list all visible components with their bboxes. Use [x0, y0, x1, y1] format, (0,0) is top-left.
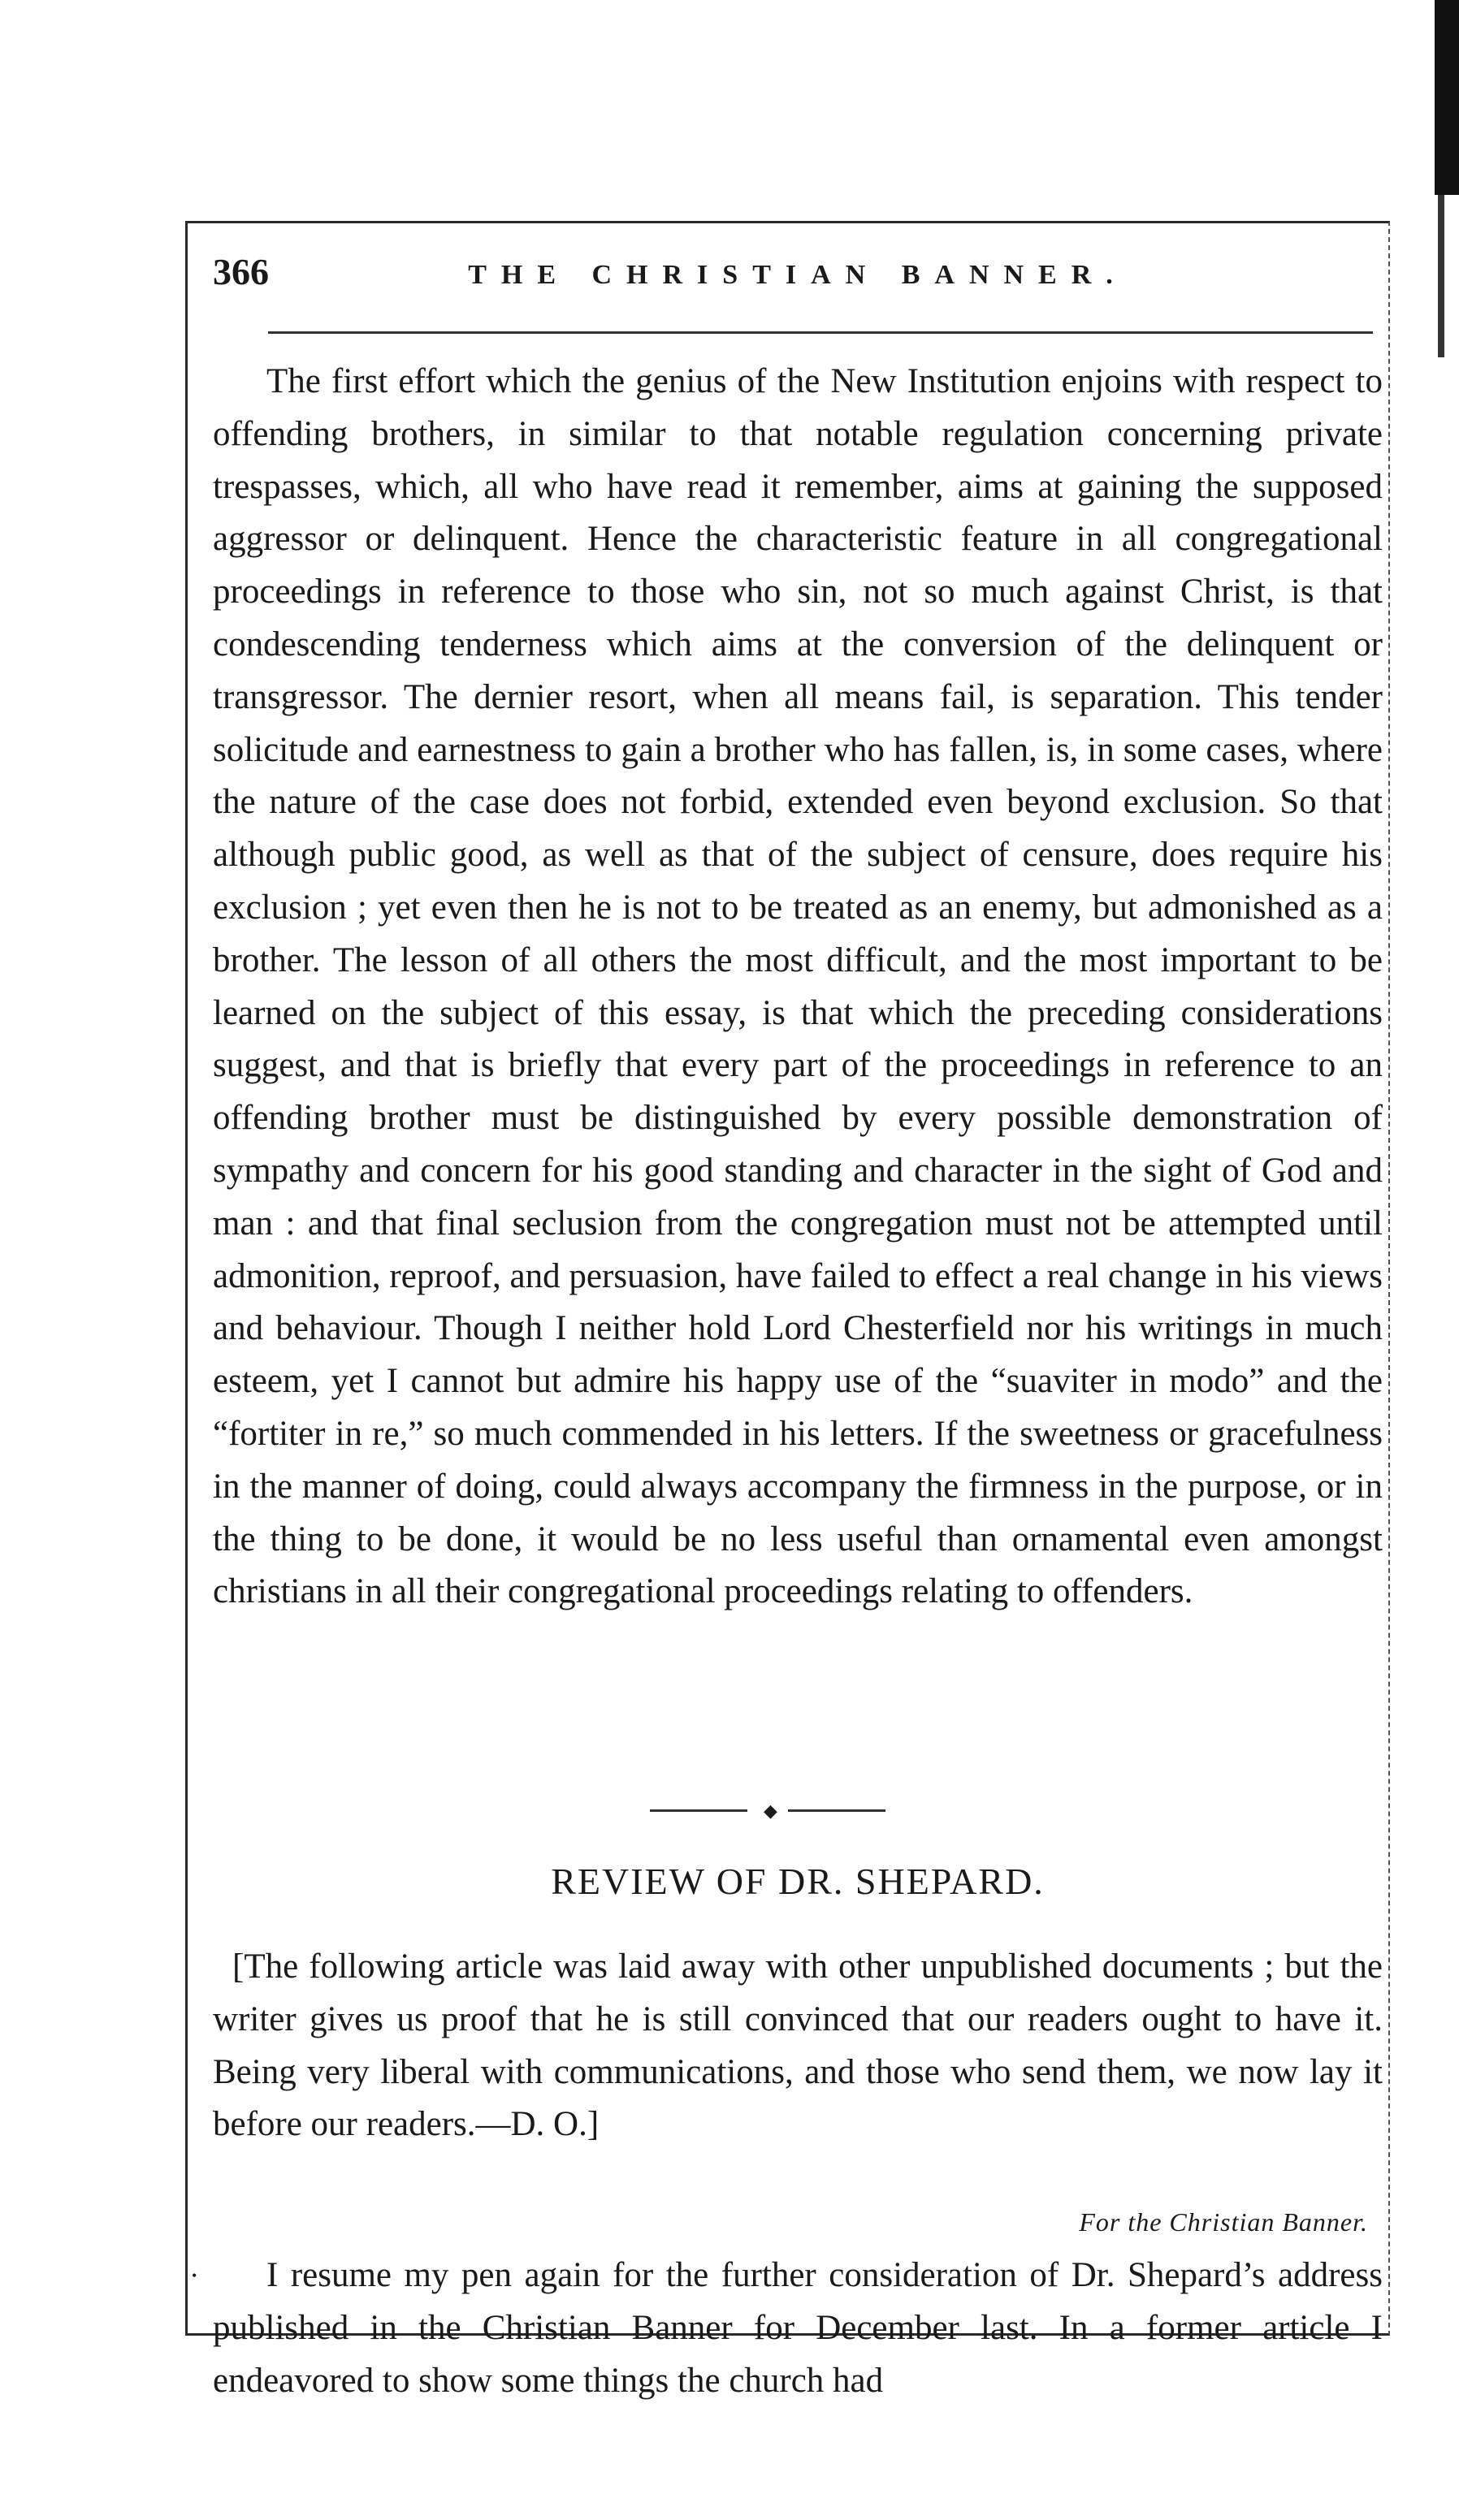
- scan-edge-thin: [1438, 195, 1444, 357]
- section-title: REVIEW OF DR. SHEPARD.: [551, 1861, 1045, 1902]
- section-divider-ornament: [650, 1800, 894, 1821]
- bullet-mark-icon: •: [192, 2267, 197, 2284]
- running-head: THE CHRISTIAN BANNER.: [468, 260, 1128, 290]
- page-number: 366: [213, 251, 269, 292]
- page-header: [213, 244, 1383, 309]
- header-rule: [268, 331, 1373, 334]
- divider-diamond-icon: ◆: [764, 1800, 777, 1821]
- paragraph-1: The first effort which the genius of the New Institution enjoins with respect to offending brothers, in similar to that notable regulation concerning private trespasses, which, all who have read it remember, aims at gaining the supposed aggressor or delinquent. Hence the characteristic feature in all congregational proceedings in reference to those who sin, not so much against Christ, is that condescending tenderness which aims at the conversion of the delinquent or transgressor. The dernier resort, when all means fail, is separation. This tender solicitude and earnestness to gain a brother who has fallen, is, in some cases, where the nature of the case does not forbid, extended even beyond exclusion. So that although public good, as well as that of the subject of censure, does require his exclusion ; yet even then he is not to be treated as an enemy, but admonished as a brother. The lesson of all others the most difficult, and the most important to be learned on the subject of this essay, is that which the preceding considerations suggest, and that is briefly that every part of the proceedings in reference to an offending brother must be distinguished by every possible demonstration of sympathy and concern for his good standing and character in the sight of God and man : and that final seclusion from the congregation must not be attempted until admonition, reproof, and persuasion, have failed to effect a real change in his views and behaviour. Though I neither hold Lord Chesterfield nor his writings in much esteem, yet I cannot but admire his happy use of the “suaviter in modo” and the “fortiter in re,” so much commended in his letters. If the sweetness or gracefulness in the manner of doing, could always accompany the firmness in the purpose, or in the thing to be done, it would be no less useful than ornamental even amongst christians in all their congregational proceedings relating to offenders.: [213, 362, 1383, 1611]
- divider-line-right: [788, 1809, 885, 1812]
- scan-edge: [1435, 0, 1459, 195]
- opening-paragraph: I resume my pen again for the further consideration of Dr. Shepard’s address published in the Christian Banner for December last. In a former article I endeavored to show some things the church had: [213, 2256, 1383, 2400]
- attribution: For the Christian Banner.: [1079, 2207, 1368, 2237]
- divider-line-left: [650, 1809, 747, 1812]
- editor-note: [The following article was laid away with other unpublished documents ; but the writer gives us proof that he is still convinced that our readers ought to have it. Being very liberal with communications, and those who send them, we now lay it before our readers.—D. O.]: [213, 1947, 1383, 2144]
